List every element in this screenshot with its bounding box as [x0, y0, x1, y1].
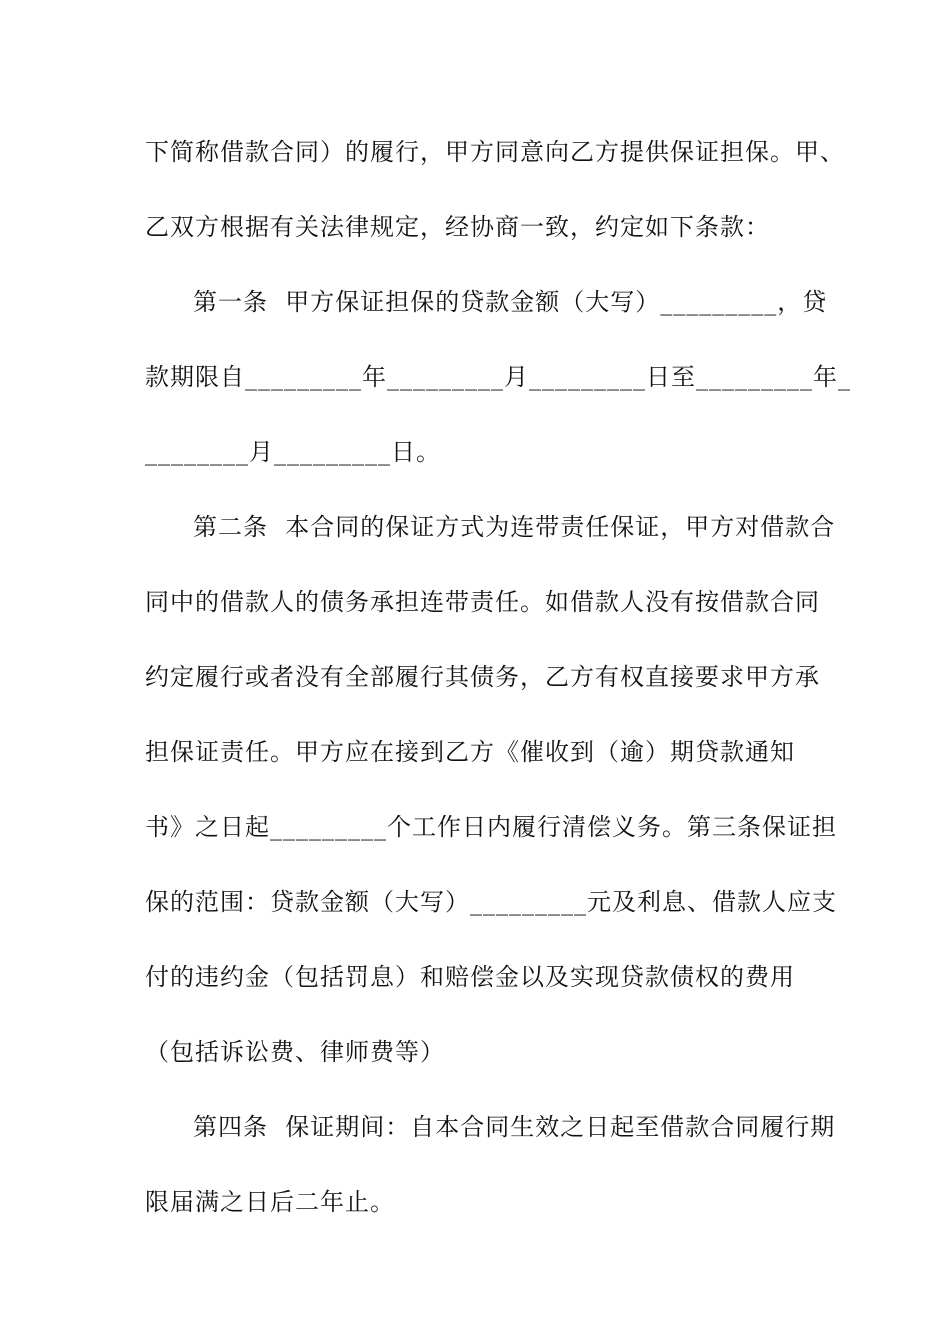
- text-line: 付的违约金（包括罚息）和赔偿金以及实现贷款债权的费用: [145, 963, 795, 991]
- text-line: 担保证责任。甲方应在接到乙方《催收到（逾）期贷款通知: [145, 738, 795, 766]
- text-line: 乙双方根据有关法律规定，经协商一致，约定如下条款：: [145, 213, 770, 241]
- article-2-line: 第二条 本合同的保证方式为连带责任保证，甲方对借款合: [193, 513, 836, 541]
- text-line: 限届满之日后二年止。: [145, 1188, 395, 1216]
- text-line: 保的范围：贷款金额（大写）_________元及利息、借款人应支: [145, 888, 837, 916]
- text-line: 同中的借款人的债务承担连带责任。如借款人没有按借款合同: [145, 588, 820, 616]
- text-line: 约定履行或者没有全部履行其债务，乙方有权直接要求甲方承: [145, 663, 820, 691]
- text-line: 书》之日起_________个工作日内履行清偿义务。第三条保证担: [145, 813, 837, 841]
- text-line: ________月_________日。: [145, 438, 441, 466]
- article-1-line: 第一条 甲方保证担保的贷款金额（大写）_________，贷: [193, 288, 828, 316]
- text-line: 款期限自_________年_________月_________日至_________年_: [145, 363, 851, 391]
- text-line: 下简称借款合同）的履行，甲方同意向乙方提供保证担保。甲、: [145, 138, 845, 166]
- text-line: （包括诉讼费、律师费等）: [145, 1038, 445, 1066]
- article-4-line: 第四条 保证期间：自本合同生效之日起至借款合同履行期: [193, 1113, 836, 1141]
